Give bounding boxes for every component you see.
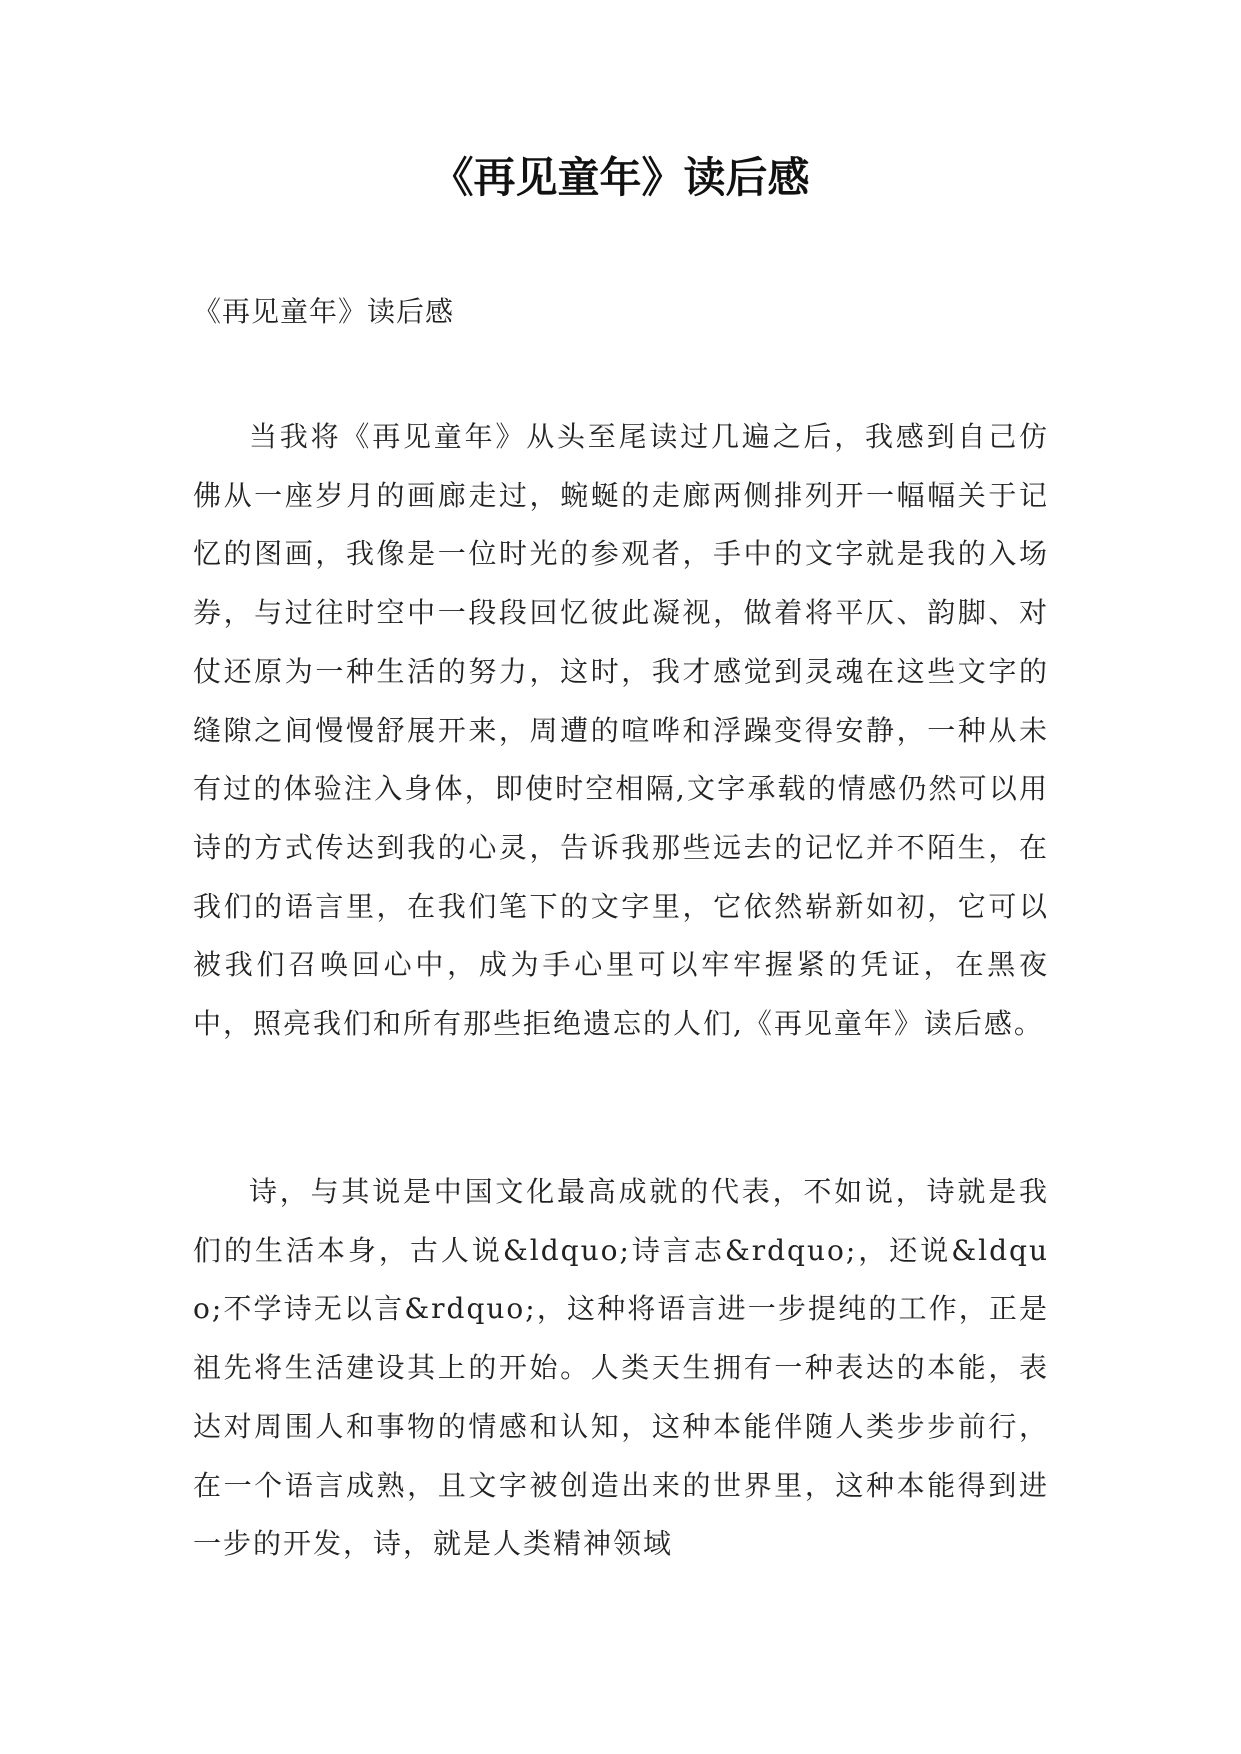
body-paragraph-2: 诗，与其说是中国文化最高成就的代表，不如说，诗就是我们的生活本身，古人说&ldquo;诗言志&rdquo;，还说&ldquo;不学诗无以言&rdquo;，这种将语言进一步提纯的工作，正是祖先将生活建设其上的开始。人类天生拥有一种表达的本能，表达对周围人和事物的情感和认知，这种本能伴随人类步步前行，在一个语言成熟，且文字被创造出来的世界里，这种本能得到进一步的开发，诗，就是人类精神领域 [193, 1175, 1049, 1561]
document-subtitle: 《再见童年》读后感 [193, 295, 455, 328]
body-paragraph-1: 当我将《再见童年》从头至尾读过几遍之后，我感到自己仿佛从一座岁月的画廊走过，蜿蜒的走廊两侧排列开一幅幅关于记忆的图画，我像是一位时光的参观者，手中的文字就是我的入场券，与过往时空中一段段回忆彼此凝视，做着将平仄、韵脚、对仗还原为一种生活的努力，这时，我才感觉到灵魂在这些文字的缝隙之间慢慢舒展开来，周遭的喧哗和浮躁变得安静，一种从未有过的体验注入身体，即使时空相隔,文字承载的情感仍然可以用诗的方式传达到我的心灵，告诉我那些远去的记忆并不陌生，在我们的语言里，在我们笔下的文字里，它依然崭新如初，它可以被我们召唤回心中，成为手心里可以牢牢握紧的凭证，在黑夜中，照亮我们和所有那些拒绝遗忘的人们,《再见童年》读后感。 [193, 420, 1049, 1041]
document-title: 《再见童年》读后感 [431, 153, 810, 202]
